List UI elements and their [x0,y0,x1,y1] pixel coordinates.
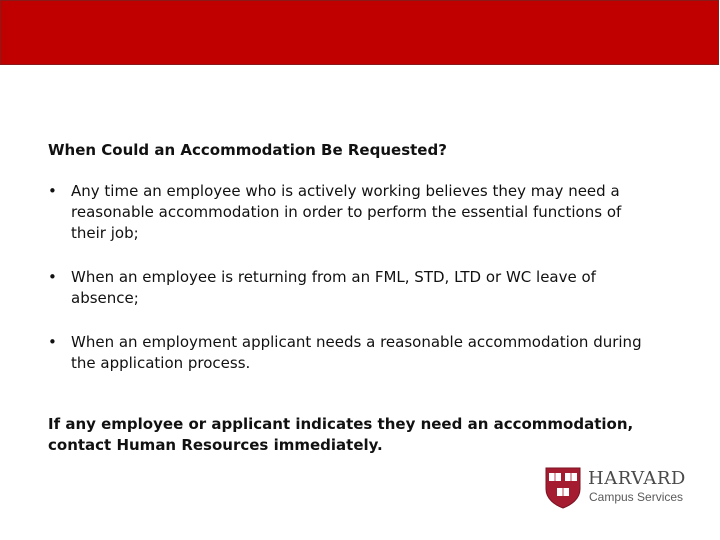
harvard-shield-icon [545,467,581,509]
bullet-text: When an employee is returning from an FML, STD, LTD or WC leave of absence; [71,268,596,307]
logo-wordmark: HARVARD [588,468,686,489]
header-bar [0,0,719,65]
list-item [48,332,648,374]
list-item [48,181,648,244]
bullet-text: Any time an employee who is actively working believes they may need a reasonable accommodation in order to perform the essential functions of their job; [71,182,622,242]
list-item [48,267,648,309]
closing-statement: If any employee or applicant indicates they need an accommodation, contact Human Resources immediately. [48,415,634,454]
bullet-dot-icon: • [48,333,57,351]
bullet-dot-icon: • [48,268,57,286]
slide-heading: When Could an Accommodation Be Requested? [48,141,447,159]
logo-subtitle: Campus Services [589,490,684,504]
slide-content [48,140,648,456]
bullet-text: When an employment applicant needs a reasonable accommodation during the application process. [71,333,642,372]
bullet-list [48,181,648,374]
harvard-campus-services-logo [545,467,695,509]
bullet-dot-icon: • [48,182,57,200]
